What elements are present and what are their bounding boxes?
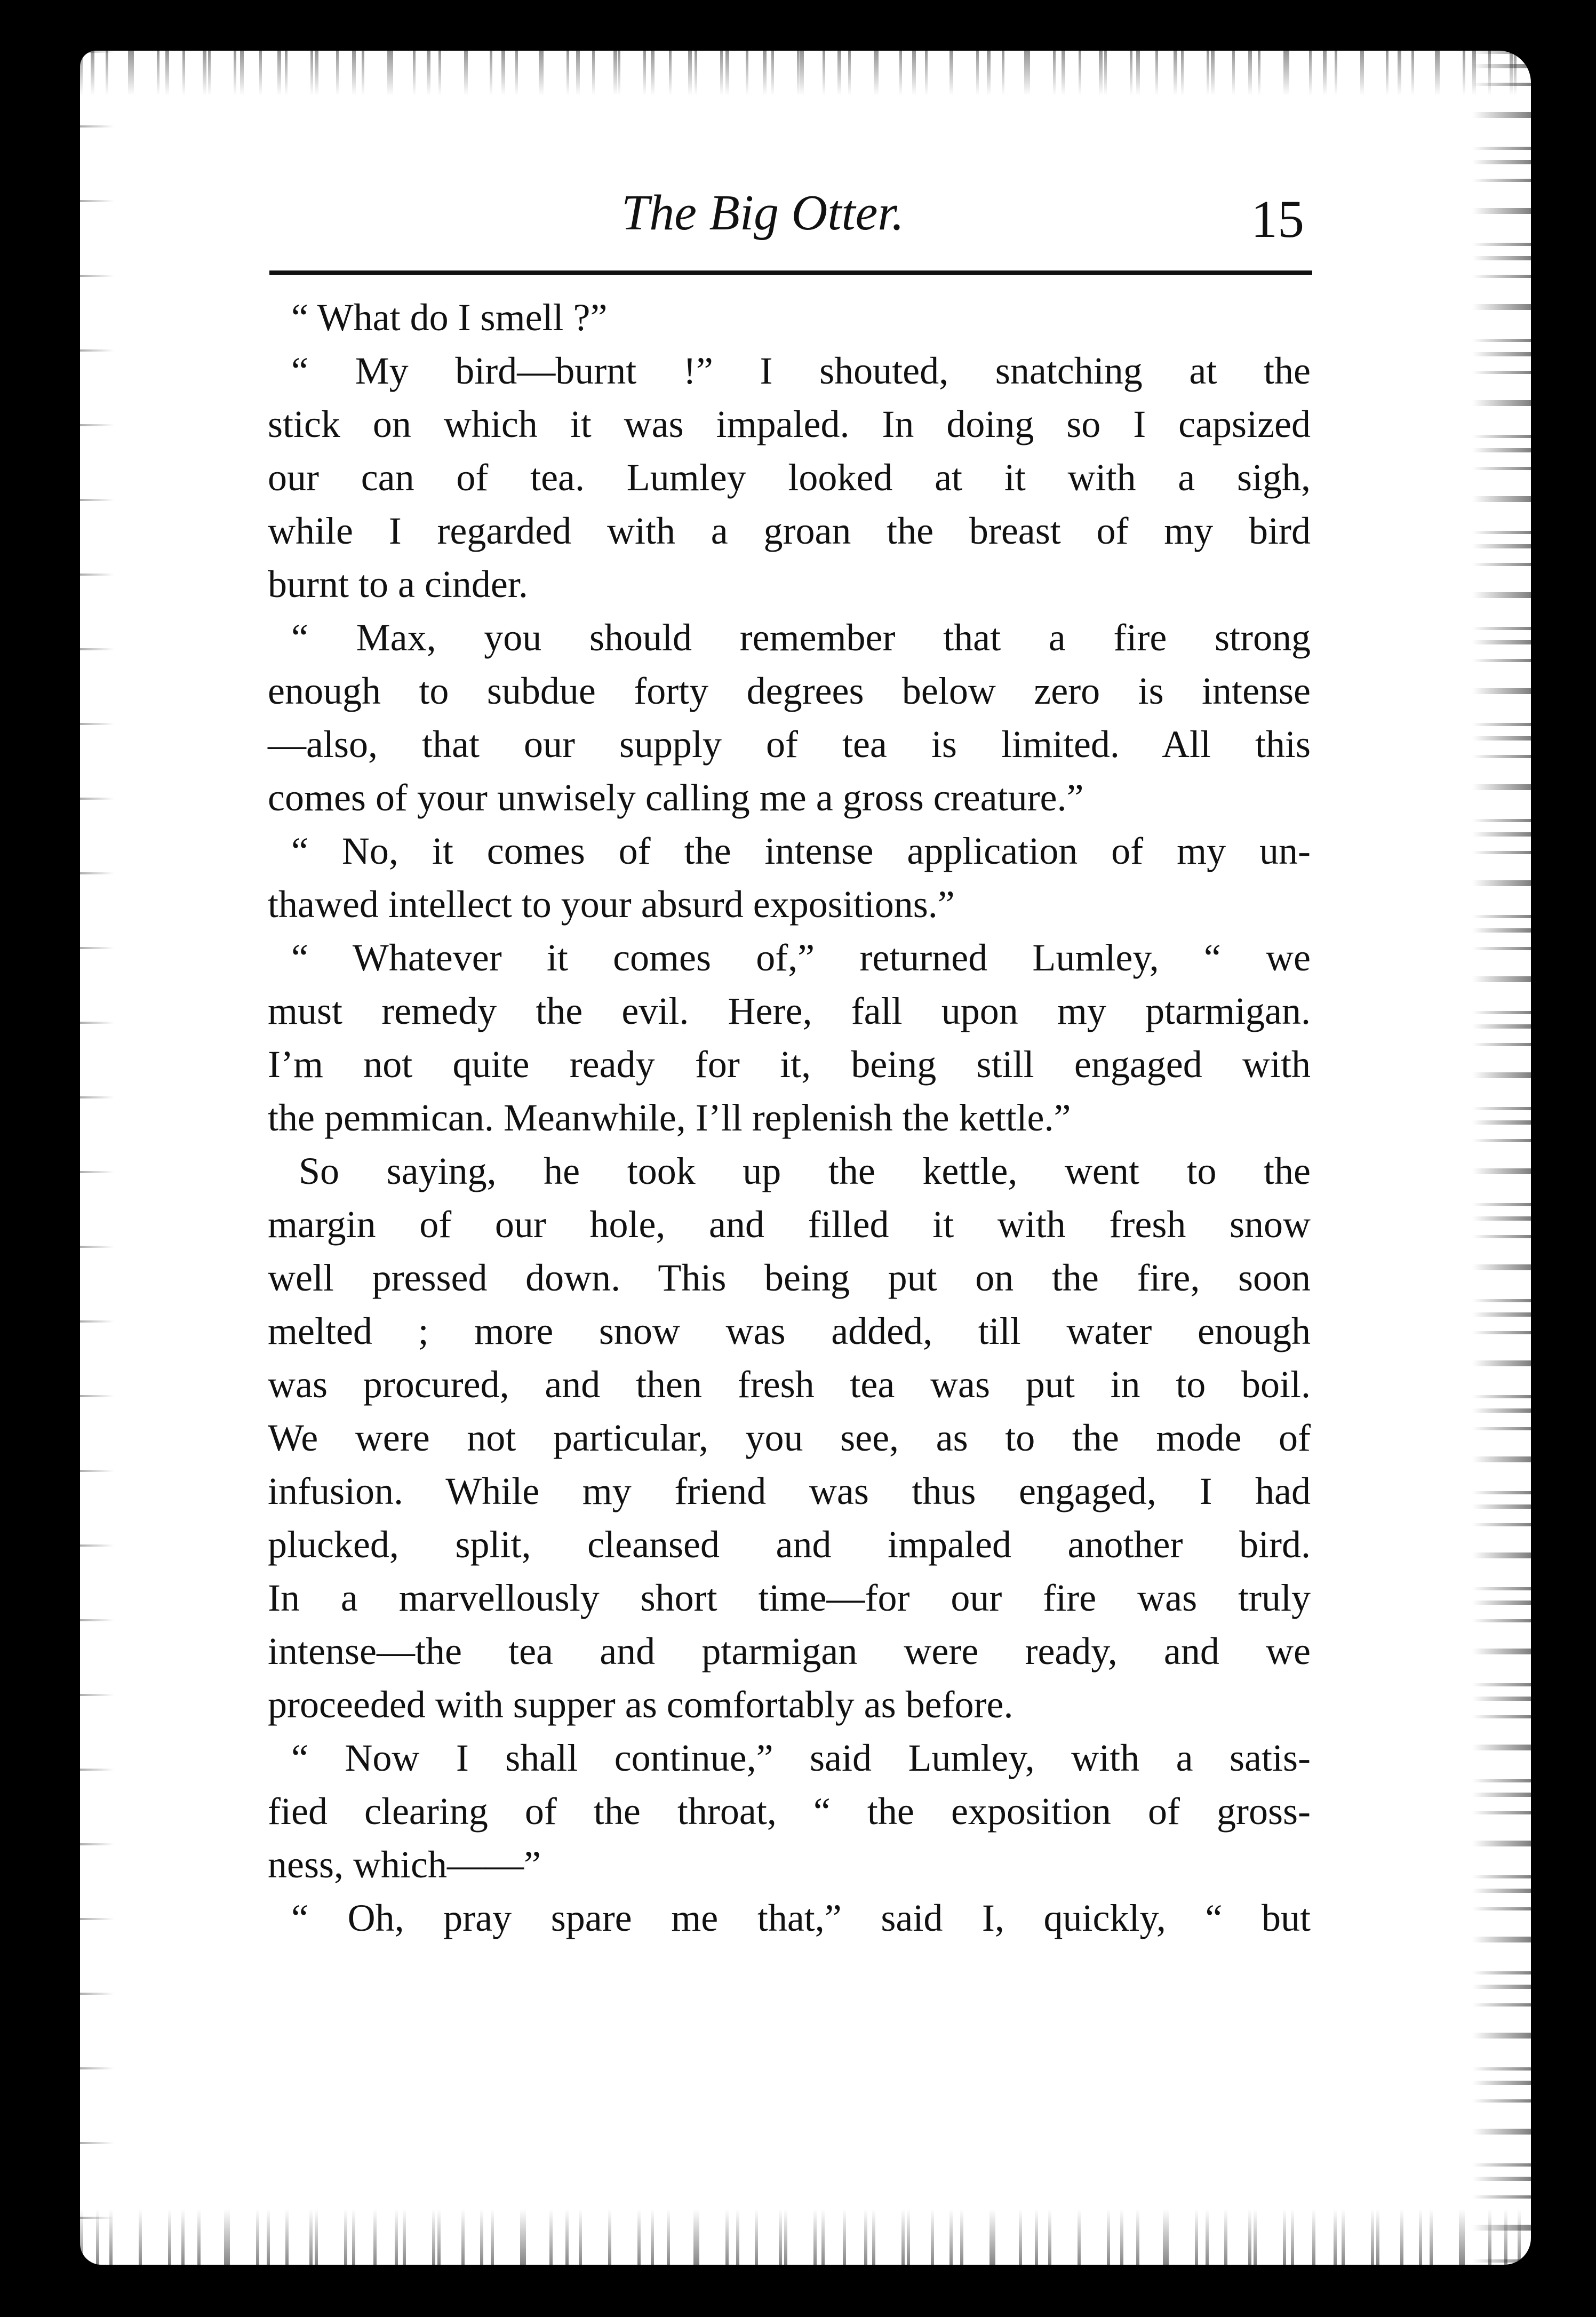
- text-line: “ Max, you should remember that a fire strong: [291, 616, 1311, 659]
- running-head: [269, 184, 1320, 259]
- text-line: In a marvellously short time—for our fire was truly: [268, 1576, 1311, 1619]
- header-rule: [269, 270, 1312, 275]
- page-number: 15: [1251, 189, 1304, 249]
- text-line: intense—the tea and ptarmigan were ready, and we: [268, 1630, 1311, 1673]
- text-line: thawed intellect to your absurd expositions.”: [268, 883, 955, 926]
- text-line: stick on which it was impaled. In doing so I capsized: [268, 403, 1311, 445]
- text-line: “ My bird—burnt !” I shouted, snatching at the: [291, 349, 1311, 392]
- page-edge-top: [80, 51, 1531, 95]
- text-line: We were not particular, you see, as to the mode of: [268, 1416, 1311, 1459]
- text-line: must remedy the evil. Here, fall upon my ptarmigan.: [268, 990, 1311, 1032]
- text-line: plucked, split, cleansed and impaled another bird.: [268, 1523, 1311, 1566]
- text-line: So saying, he took up the kettle, went to the: [299, 1150, 1311, 1192]
- text-line: “ What do I smell ?”: [291, 296, 608, 339]
- page-edge-right: [1472, 51, 1531, 2265]
- text-line: infusion. While my friend was thus engaged, I had: [268, 1470, 1311, 1512]
- text-line: burnt to a cinder.: [268, 563, 528, 606]
- text-line: margin of our hole, and filled it with fresh snow: [268, 1203, 1311, 1246]
- text-line: “ Now I shall continue,” said Lumley, with a satis-: [291, 1737, 1311, 1779]
- text-line: the pemmican. Meanwhile, I’ll replenish the kettle.”: [268, 1096, 1071, 1139]
- text-line: proceeded with supper as comfortably as before.: [268, 1683, 1014, 1726]
- running-head-title: The Big Otter.: [621, 185, 905, 241]
- page-edge-left: [80, 51, 114, 2265]
- text-line: well pressed down. This being put on the fire, soon: [268, 1256, 1311, 1299]
- text-line: I’m not quite ready for it, being still engaged with: [268, 1043, 1311, 1086]
- text-line: while I regarded with a groan the breast of my bird: [268, 509, 1311, 552]
- page-edge-bottom: [80, 2209, 1531, 2265]
- text-line: “ Oh, pray spare me that,” said I, quickly, “ but: [291, 1897, 1311, 1939]
- text-line: enough to subdue forty degrees below zero is intense: [268, 670, 1311, 712]
- text-line: fied clearing of the throat, “ the exposition of gross-: [268, 1790, 1311, 1833]
- body-text: [268, 291, 1311, 1945]
- text-line: our can of tea. Lumley looked at it with a sigh,: [268, 456, 1311, 499]
- text-line: comes of your unwisely calling me a gross creature.”: [268, 776, 1084, 819]
- text-line: —also, that our supply of tea is limited. All this: [268, 723, 1311, 766]
- text-line: was procured, and then fresh tea was put in to boil.: [268, 1363, 1311, 1406]
- text-line: “ Whatever it comes of,” returned Lumley, “ we: [291, 936, 1311, 979]
- text-line: ness, which——”: [268, 1843, 541, 1886]
- text-line: “ No, it comes of the intense application of my un-: [291, 830, 1311, 872]
- text-line: melted ; more snow was added, till water enough: [268, 1310, 1311, 1352]
